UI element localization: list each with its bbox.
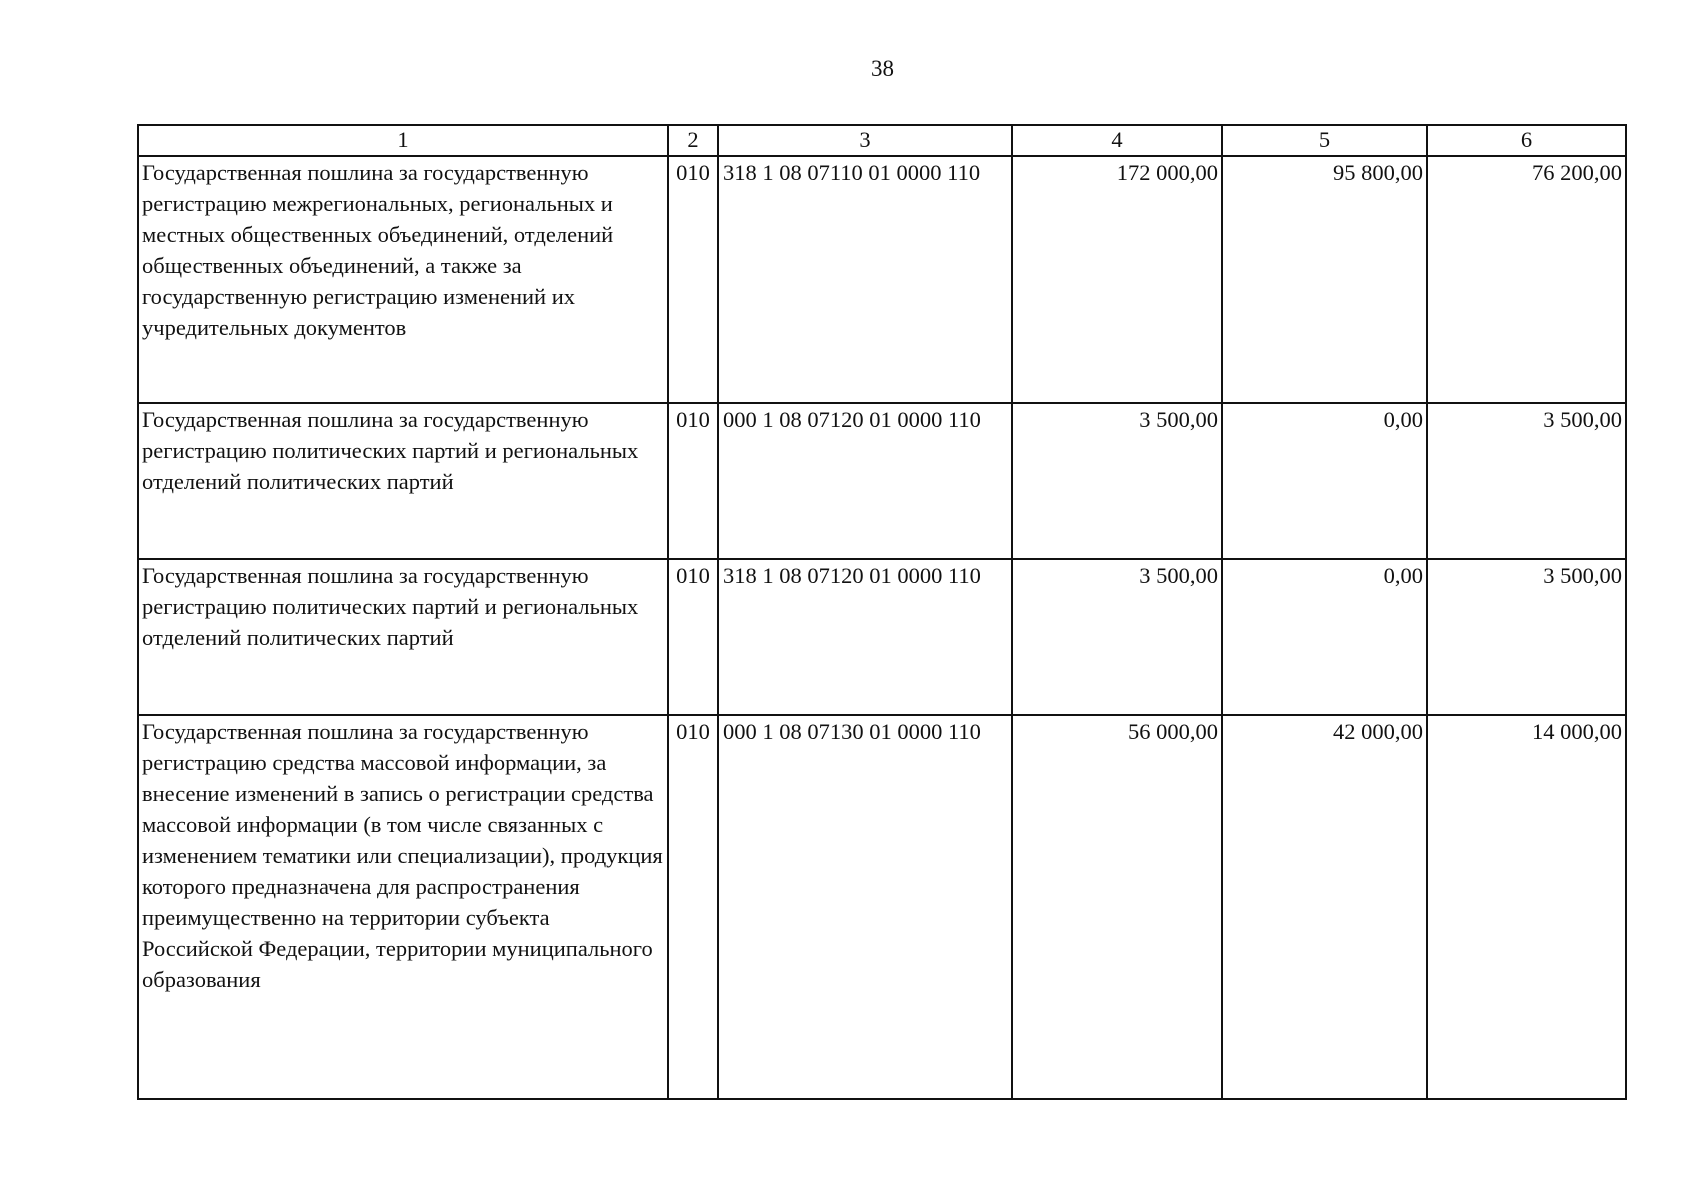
row-col5-cell: 0,00 <box>1222 559 1427 715</box>
row-col4-cell: 172 000,00 <box>1012 156 1222 403</box>
column-header-6: 6 <box>1427 125 1626 156</box>
row-name-cell: Государственная пошлина за государственную регистрацию политических партий и региональных отделений политических партий <box>138 559 668 715</box>
row-code-cell: 010 <box>668 403 718 559</box>
row-col6-cell: 3 500,00 <box>1427 403 1626 559</box>
column-header-2: 2 <box>668 125 718 156</box>
row-col4-cell: 56 000,00 <box>1012 715 1222 1099</box>
row-kbk-cell: 318 1 08 07110 01 0000 110 <box>718 156 1012 403</box>
column-header-4: 4 <box>1012 125 1222 156</box>
row-kbk-cell: 000 1 08 07130 01 0000 110 <box>718 715 1012 1099</box>
row-col6-cell: 14 000,00 <box>1427 715 1626 1099</box>
row-kbk-cell: 318 1 08 07120 01 0000 110 <box>718 559 1012 715</box>
column-header-3: 3 <box>718 125 1012 156</box>
budget-table <box>137 124 1627 1100</box>
table-row <box>138 403 1626 559</box>
row-code-cell: 010 <box>668 715 718 1099</box>
row-col4-cell: 3 500,00 <box>1012 559 1222 715</box>
header-row <box>138 125 1626 156</box>
row-col4-cell: 3 500,00 <box>1012 403 1222 559</box>
row-col5-cell: 42 000,00 <box>1222 715 1427 1099</box>
row-col6-cell: 3 500,00 <box>1427 559 1626 715</box>
row-name-cell: Государственная пошлина за государственную регистрацию политических партий и региональных отделений политических партий <box>138 403 668 559</box>
row-col6-cell: 76 200,00 <box>1427 156 1626 403</box>
table-row <box>138 559 1626 715</box>
row-code-cell: 010 <box>668 559 718 715</box>
column-header-1: 1 <box>138 125 668 156</box>
row-name-cell: Государственная пошлина за государственную регистрацию средства массовой информации, за внесение изменений в запись о регистрации средства массовой информации (в том числе связанных с изменением тематики или специализации), продукция которого предназначена для распространения преимущественно на территории субъекта Российской Федерации, территории муниципального образования <box>138 715 668 1099</box>
row-code-cell: 010 <box>668 156 718 403</box>
row-col5-cell: 0,00 <box>1222 403 1427 559</box>
row-kbk-cell: 000 1 08 07120 01 0000 110 <box>718 403 1012 559</box>
column-header-5: 5 <box>1222 125 1427 156</box>
row-name-cell: Государственная пошлина за государственную регистрацию межрегиональных, региональных и местных общественных объединений, отделений общественных объединений, а также за государственную регистрацию изменений их учредительных документов <box>138 156 668 403</box>
row-col5-cell: 95 800,00 <box>1222 156 1427 403</box>
table-row <box>138 715 1626 1099</box>
page-number: 38 <box>871 56 894 81</box>
table-row <box>138 156 1626 403</box>
